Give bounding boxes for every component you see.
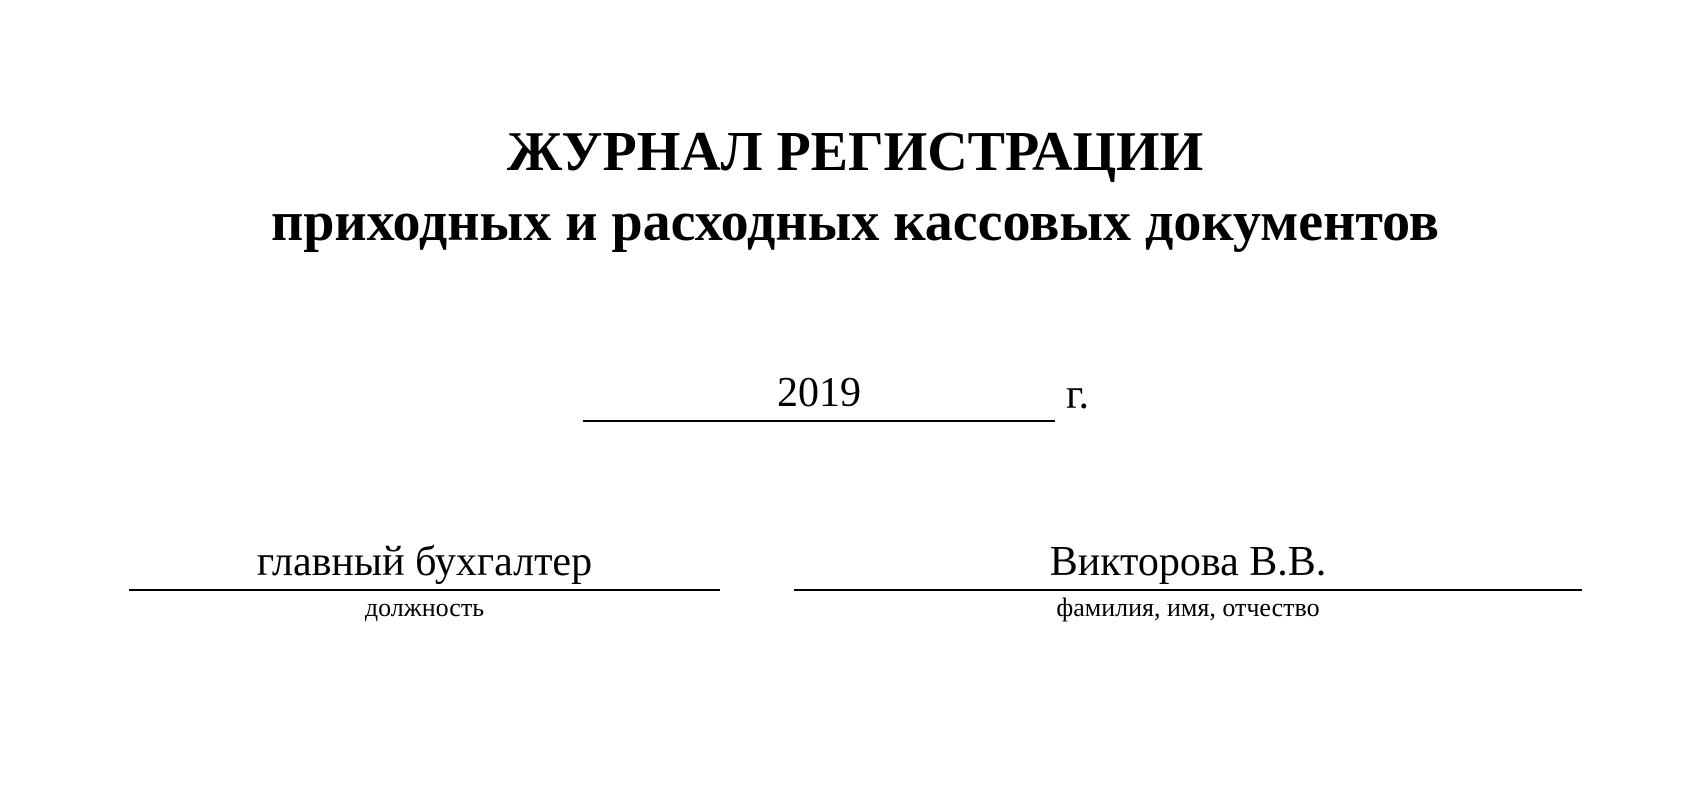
year-value: 2019: [777, 370, 861, 416]
year-field: [583, 358, 1055, 422]
full-name-caption: фамилия, имя, отчество: [1056, 593, 1320, 622]
journal-subtitle: приходных и расходных кассовых документов: [271, 191, 1439, 253]
position-value: главный бухгалтер: [256, 539, 593, 585]
full-name-value: Викторова В.В.: [1049, 539, 1327, 585]
position-caption: должность: [364, 593, 485, 622]
journal-title: ЖУРНАЛ РЕГИСТРАЦИИ: [506, 121, 1204, 183]
position-field: [129, 533, 720, 591]
full-name-field: [794, 533, 1582, 591]
year-suffix: г.: [1066, 372, 1089, 418]
